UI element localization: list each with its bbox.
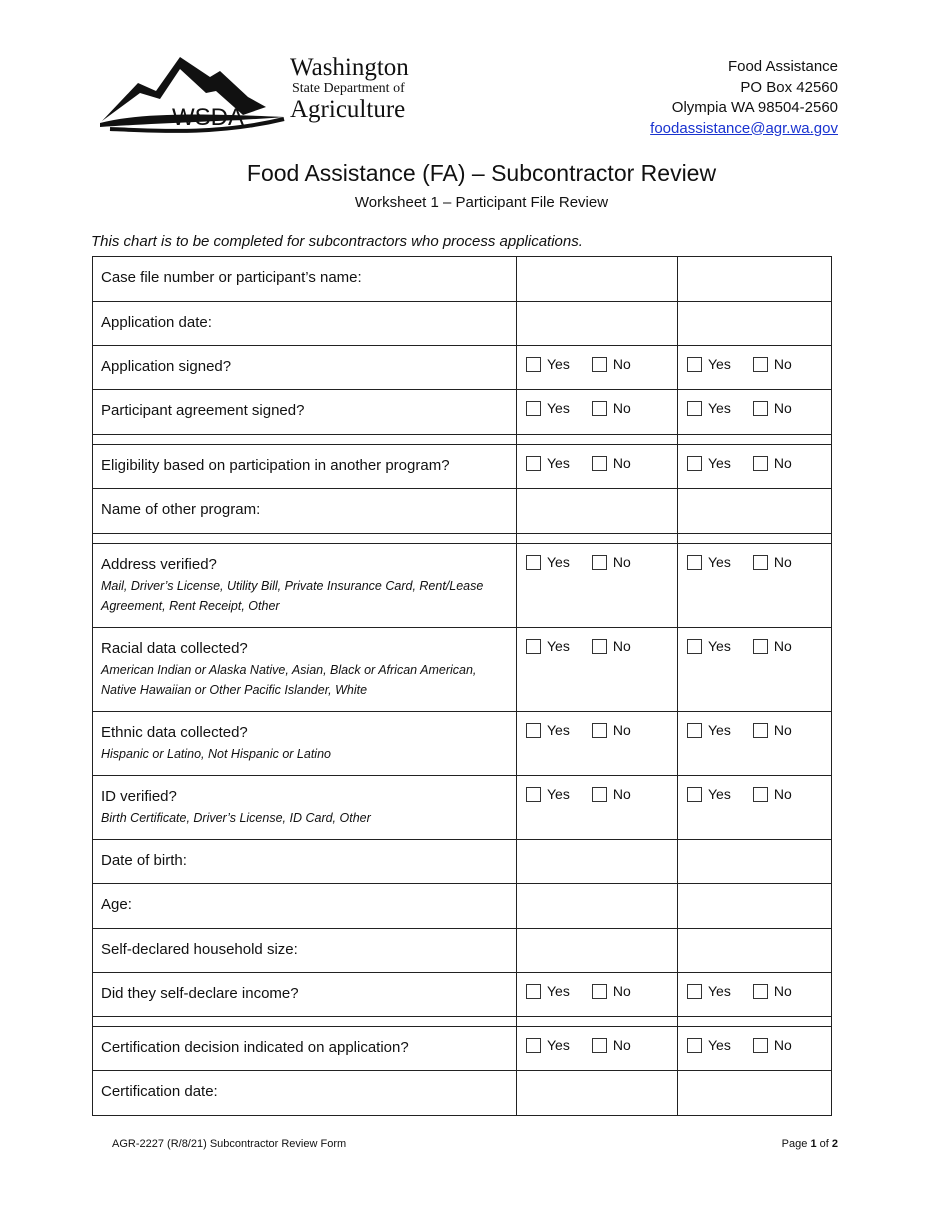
yes-label: Yes: [708, 356, 731, 372]
no-label: No: [773, 554, 792, 570]
yes-checkbox[interactable]: [687, 984, 702, 999]
yes-no-cell-2: [678, 346, 832, 390]
yes-label: Yes: [547, 554, 570, 570]
question-cell: [93, 390, 517, 435]
review-table: [92, 256, 832, 1116]
agency-name: [290, 55, 409, 122]
email-link[interactable]: foodassistance@agr.wa.gov: [650, 119, 838, 137]
yes-no-cell-2: [678, 628, 832, 712]
no-option[interactable]: [592, 786, 631, 802]
yes-no-group: [678, 390, 831, 419]
yes-option[interactable]: [687, 638, 731, 654]
yes-no-cell-2: [678, 1027, 832, 1071]
entry-cell-2[interactable]: [678, 257, 832, 302]
yes-no-group: [517, 445, 677, 474]
question-label: Self-declared household size:: [101, 941, 298, 958]
yes-no-cell-2: [678, 973, 832, 1017]
no-option[interactable]: [753, 1037, 792, 1053]
question-label: Certification decision indicated on application?: [101, 1039, 409, 1056]
yes-option[interactable]: [526, 455, 570, 471]
no-checkbox[interactable]: [592, 357, 607, 372]
yes-checkbox[interactable]: [526, 1038, 541, 1053]
entry-cell-2[interactable]: [678, 929, 832, 973]
yes-no-group: [517, 628, 677, 657]
yes-no-group: [678, 973, 831, 1002]
entry-cell-1[interactable]: [517, 1071, 678, 1116]
question-hint: Birth Certificate, Driver’s License, ID Card, Other: [101, 811, 371, 825]
spacer-cell: [517, 435, 678, 445]
question-label: Name of other program:: [101, 501, 261, 518]
no-checkbox[interactable]: [592, 639, 607, 654]
table-row: [93, 929, 832, 973]
yes-no-cell-2: [678, 445, 832, 489]
question-label: Application signed?: [101, 358, 232, 375]
question-label: Participant agreement signed?: [101, 402, 305, 419]
no-checkbox[interactable]: [753, 723, 768, 738]
yes-no-cell-1: [517, 712, 678, 776]
yes-option[interactable]: [526, 356, 570, 372]
no-option[interactable]: [753, 983, 792, 999]
no-checkbox[interactable]: [592, 401, 607, 416]
yes-checkbox[interactable]: [526, 984, 541, 999]
yes-option[interactable]: [526, 1037, 570, 1053]
yes-no-group: [517, 973, 677, 1002]
yes-checkbox[interactable]: [687, 1038, 702, 1053]
yes-label: Yes: [547, 1037, 570, 1053]
yes-no-cell-1: [517, 973, 678, 1017]
question-cell: [93, 544, 517, 628]
page-title: Food Assistance (FA) – Subcontractor Review: [246, 160, 717, 186]
yes-checkbox[interactable]: [526, 456, 541, 471]
no-option[interactable]: [592, 455, 631, 471]
yes-no-group: [678, 445, 831, 474]
table-row: [93, 302, 832, 346]
no-label: No: [773, 786, 792, 802]
yes-checkbox[interactable]: [526, 555, 541, 570]
yes-label: Yes: [547, 455, 570, 471]
entry-cell-2[interactable]: [678, 1071, 832, 1116]
yes-checkbox[interactable]: [526, 787, 541, 802]
question-label: Application date:: [101, 314, 212, 331]
yes-label: Yes: [547, 786, 570, 802]
no-checkbox[interactable]: [753, 456, 768, 471]
table-row: [93, 346, 832, 390]
yes-checkbox[interactable]: [526, 639, 541, 654]
yes-option[interactable]: [526, 554, 570, 570]
question-cell: [93, 840, 517, 884]
question-label: Eligibility based on participation in another program?: [101, 457, 450, 474]
question-cell: [93, 302, 517, 346]
no-label: No: [773, 455, 792, 471]
yes-label: Yes: [708, 400, 731, 416]
no-option[interactable]: [592, 554, 631, 570]
no-label: No: [773, 1037, 792, 1053]
spacer-cell: [517, 1017, 678, 1027]
yes-no-cell-1: [517, 1027, 678, 1071]
table-spacer-row: [93, 534, 832, 544]
yes-checkbox[interactable]: [687, 456, 702, 471]
table-row: [93, 840, 832, 884]
yes-checkbox[interactable]: [687, 401, 702, 416]
yes-label: Yes: [547, 983, 570, 999]
table-row: [93, 489, 832, 534]
yes-option[interactable]: [687, 1037, 731, 1053]
no-label: No: [612, 1037, 631, 1053]
instructions-text: This chart is to be completed for subcontractors who process applications.: [91, 233, 583, 250]
footer-page-number: Page 1 of 2: [781, 1138, 838, 1150]
no-checkbox[interactable]: [753, 401, 768, 416]
entry-cell-1[interactable]: [517, 302, 678, 346]
table-row: [93, 257, 832, 302]
yes-no-group: [517, 712, 677, 741]
table-row: [93, 973, 832, 1017]
footer-form-id: AGR-2227 (R/8/21) Subcontractor Review Form: [112, 1138, 347, 1150]
yes-checkbox[interactable]: [687, 787, 702, 802]
spacer-cell: [93, 1017, 517, 1027]
yes-no-group: [678, 346, 831, 375]
no-checkbox[interactable]: [753, 357, 768, 372]
yes-label: Yes: [708, 455, 731, 471]
yes-label: Yes: [708, 722, 731, 738]
no-option[interactable]: [753, 455, 792, 471]
no-checkbox[interactable]: [753, 555, 768, 570]
entry-cell-1[interactable]: [517, 489, 678, 534]
yes-option[interactable]: [526, 786, 570, 802]
question-label: Case file number or participant’s name:: [101, 269, 362, 286]
yes-option[interactable]: [687, 722, 731, 738]
no-option[interactable]: [753, 554, 792, 570]
question-label: Racial data collected?: [101, 640, 248, 657]
yes-checkbox[interactable]: [687, 639, 702, 654]
no-checkbox[interactable]: [753, 984, 768, 999]
no-label: No: [612, 455, 631, 471]
no-checkbox[interactable]: [592, 787, 607, 802]
question-label: Did they self-declare income?: [101, 985, 299, 1002]
yes-label: Yes: [708, 983, 731, 999]
question-cell: [93, 712, 517, 776]
spacer-cell: [678, 1017, 832, 1027]
no-option[interactable]: [753, 400, 792, 416]
no-option[interactable]: [753, 356, 792, 372]
logo-wsda-text: WSDA: [172, 104, 244, 131]
yes-no-group: [678, 1027, 831, 1056]
entry-cell-2[interactable]: [678, 884, 832, 929]
entry-cell-1[interactable]: [517, 884, 678, 929]
no-label: No: [612, 400, 631, 416]
no-option[interactable]: [592, 722, 631, 738]
question-label: Age:: [101, 896, 132, 913]
no-label: No: [773, 722, 792, 738]
table-row: [93, 884, 832, 929]
question-label: Date of birth:: [101, 852, 187, 869]
yes-checkbox[interactable]: [526, 723, 541, 738]
no-checkbox[interactable]: [592, 984, 607, 999]
wsda-logo: [98, 55, 418, 135]
yes-option[interactable]: [687, 983, 731, 999]
yes-no-group: [678, 544, 831, 573]
spacer-cell: [678, 435, 832, 445]
address-line2: PO Box 42560: [740, 78, 838, 96]
question-cell: [93, 929, 517, 973]
yes-no-cell-1: [517, 346, 678, 390]
no-option[interactable]: [753, 638, 792, 654]
no-checkbox[interactable]: [753, 1038, 768, 1053]
question-hint: Hispanic or Latino, Not Hispanic or Latino: [101, 747, 331, 761]
table-row: [93, 628, 832, 712]
yes-no-group: [678, 712, 831, 741]
agency-line2: State Department of: [292, 81, 405, 96]
question-label: Certification date:: [101, 1083, 218, 1100]
yes-no-cell-2: [678, 544, 832, 628]
spacer-cell: [93, 534, 517, 544]
yes-no-cell-1: [517, 390, 678, 435]
table-row: [93, 776, 832, 840]
yes-label: Yes: [547, 356, 570, 372]
entry-cell-2[interactable]: [678, 840, 832, 884]
yes-label: Yes: [708, 786, 731, 802]
question-cell: [93, 445, 517, 489]
table-row: [93, 544, 832, 628]
contact-address: [650, 57, 838, 139]
yes-option[interactable]: [687, 400, 731, 416]
question-cell: [93, 489, 517, 534]
table-spacer-row: [93, 1017, 832, 1027]
no-option[interactable]: [592, 638, 631, 654]
no-label: No: [773, 638, 792, 654]
table-row: [93, 712, 832, 776]
yes-no-cell-2: [678, 712, 832, 776]
no-option[interactable]: [592, 983, 631, 999]
spacer-cell: [93, 435, 517, 445]
yes-option[interactable]: [687, 554, 731, 570]
no-label: No: [612, 554, 631, 570]
address-line1: Food Assistance: [727, 58, 838, 75]
no-checkbox[interactable]: [592, 723, 607, 738]
spacer-cell: [517, 534, 678, 544]
yes-option[interactable]: [526, 400, 570, 416]
entry-cell-1[interactable]: [517, 840, 678, 884]
question-cell: [93, 1027, 517, 1071]
address-line3: Olympia WA 98504-2560: [671, 99, 838, 116]
table-row: [93, 390, 832, 435]
no-option[interactable]: [592, 1037, 631, 1053]
entry-cell-1[interactable]: [517, 929, 678, 973]
question-cell: [93, 257, 517, 302]
no-checkbox[interactable]: [753, 639, 768, 654]
no-option[interactable]: [753, 722, 792, 738]
question-hint: Mail, Driver’s License, Utility Bill, Private Insurance Card, Rent/Lease Agreement, Rent Receipt, Other: [101, 579, 484, 613]
yes-checkbox[interactable]: [526, 401, 541, 416]
no-label: No: [612, 983, 631, 999]
yes-no-group: [517, 346, 677, 375]
yes-checkbox[interactable]: [687, 555, 702, 570]
yes-option[interactable]: [526, 722, 570, 738]
yes-no-cell-1: [517, 445, 678, 489]
yes-option[interactable]: [687, 356, 731, 372]
yes-option[interactable]: [526, 983, 570, 999]
yes-no-group: [678, 776, 831, 805]
page-subtitle: Worksheet 1 – Participant File Review: [354, 194, 609, 211]
no-label: No: [773, 400, 792, 416]
yes-no-cell-1: [517, 776, 678, 840]
table-spacer-row: [93, 435, 832, 445]
question-label: Ethnic data collected?: [101, 724, 248, 741]
yes-no-cell-1: [517, 544, 678, 628]
wsda-emblem: [98, 55, 288, 135]
yes-no-group: [517, 544, 677, 573]
question-cell: [93, 884, 517, 929]
yes-checkbox[interactable]: [687, 357, 702, 372]
yes-no-cell-2: [678, 776, 832, 840]
yes-label: Yes: [547, 400, 570, 416]
yes-label: Yes: [708, 554, 731, 570]
no-label: No: [612, 786, 631, 802]
no-checkbox[interactable]: [592, 555, 607, 570]
yes-label: Yes: [708, 638, 731, 654]
question-cell: [93, 1071, 517, 1116]
table-row: [93, 1027, 832, 1071]
yes-no-group: [678, 628, 831, 657]
no-option[interactable]: [753, 786, 792, 802]
yes-no-cell-2: [678, 390, 832, 435]
yes-option[interactable]: [687, 786, 731, 802]
agency-line3: Agriculture: [290, 96, 406, 123]
question-cell: [93, 973, 517, 1017]
no-option[interactable]: [592, 356, 631, 372]
yes-label: Yes: [708, 1037, 731, 1053]
yes-label: Yes: [547, 638, 570, 654]
entry-cell-1[interactable]: [517, 257, 678, 302]
yes-checkbox[interactable]: [526, 357, 541, 372]
question-cell: [93, 346, 517, 390]
spacer-cell: [678, 534, 832, 544]
yes-label: Yes: [547, 722, 570, 738]
no-label: No: [612, 356, 631, 372]
question-label: Address verified?: [101, 556, 217, 573]
yes-no-group: [517, 776, 677, 805]
no-label: No: [773, 356, 792, 372]
yes-no-cell-1: [517, 628, 678, 712]
yes-option[interactable]: [687, 455, 731, 471]
question-cell: [93, 628, 517, 712]
entry-cell-2[interactable]: [678, 302, 832, 346]
yes-no-group: [517, 1027, 677, 1056]
no-option[interactable]: [592, 400, 631, 416]
no-checkbox[interactable]: [753, 787, 768, 802]
no-checkbox[interactable]: [592, 1038, 607, 1053]
no-label: No: [773, 983, 792, 999]
question-label: ID verified?: [101, 788, 177, 805]
question-hint: American Indian or Alaska Native, Asian, Black or African American, Native Hawaiian or Other Pacific Islander, White: [101, 663, 477, 697]
question-cell: [93, 776, 517, 840]
table-row: [93, 445, 832, 489]
entry-cell-2[interactable]: [678, 489, 832, 534]
no-checkbox[interactable]: [592, 456, 607, 471]
yes-checkbox[interactable]: [687, 723, 702, 738]
no-label: No: [612, 638, 631, 654]
yes-no-group: [517, 390, 677, 419]
agency-line1: Washington: [290, 54, 409, 81]
table-row: [93, 1071, 832, 1116]
yes-option[interactable]: [526, 638, 570, 654]
no-label: No: [612, 722, 631, 738]
